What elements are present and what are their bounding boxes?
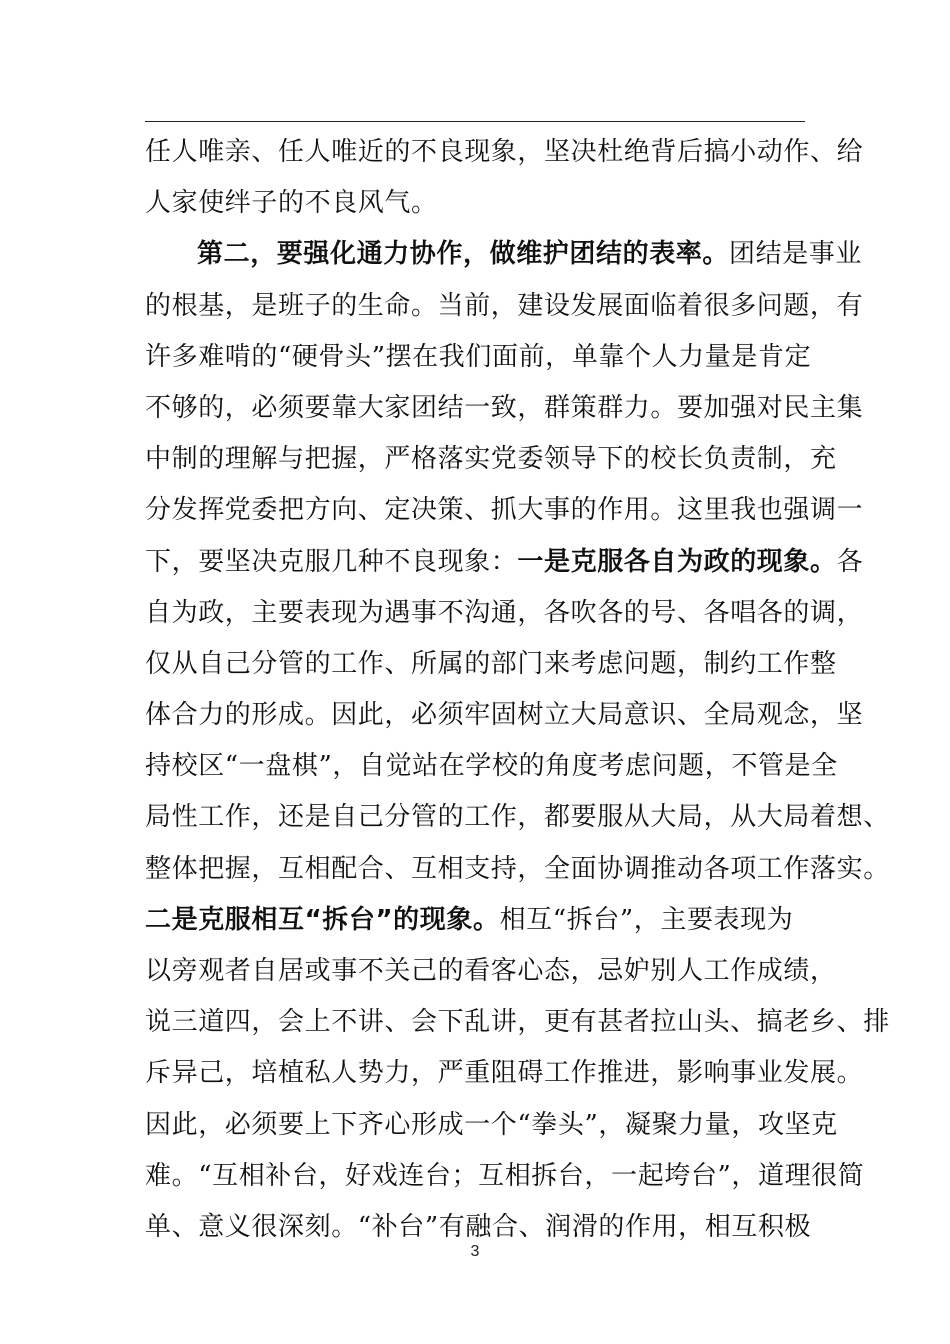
subpoint-heading: 二是克服相互“拆台”的现象。: [145, 904, 500, 935]
text-line: 不够的，必须要靠大家团结一致，群策群力。要加强对民主集: [145, 392, 864, 423]
text-line: 难。“互相补台，好戏连台；互相拆台，一起垮台”，道理很简: [145, 1160, 865, 1191]
text-line: 分发挥党委把方向、定决策、抓大事的作用。这里我也强调一: [145, 495, 864, 526]
text-line: 人家使绊子的不良风气。: [145, 188, 438, 219]
text-line: 说三道四，会上不讲、会下乱讲，更有甚者拉山头、搞老乡、排: [145, 1007, 890, 1038]
text-line: 仅从自己分管的工作、所属的部门来考虑问题，制约工作整: [145, 648, 837, 679]
text-line: 体合力的形成。因此，必须牢固树立大局意识、全局观念，坚: [145, 700, 864, 731]
text-line: 斥异己，培植私人势力，严重阻碍工作推进，影响事业发展。: [145, 1058, 864, 1089]
text-line: 的根基，是班子的生命。当前，建设发展面临着很多问题，有: [145, 290, 864, 321]
text-line: 中制的理解与把握，严格落实党委领导下的校长负责制，充: [145, 444, 837, 475]
header-rule: [145, 121, 805, 122]
text-line: 下，要坚决克服几种不良现象：一是克服各自为政的现象。各: [145, 546, 864, 577]
text-line: 以旁观者自居或事不关己的看客心态，忌妒别人工作成绩，: [145, 956, 837, 986]
text-line: 持校区“一盘棋”，自觉站在学校的角度考虑问题，不管是全: [145, 751, 838, 782]
text-line: 许多难啃的“硬骨头”摆在我们面前，单靠个人力量是肯定: [145, 341, 812, 372]
text-line: 整体把握，互相配合、互相支持，全面协调推动各项工作落实。: [145, 853, 890, 884]
section-heading: 第二，要强化通力协作，做维护团结的表率。: [197, 239, 730, 270]
text-line: 局性工作，还是自己分管的工作，都要服从大局，从大局着想、: [145, 802, 890, 833]
page-number: 3: [470, 1243, 480, 1260]
text-line: 任人唯亲、任人唯近的不良现象，坚决杜绝背后搞小动作、给: [145, 137, 864, 167]
text-line: 因此，必须要上下齐心形成一个“拳头”，凝聚力量，攻坚克: [145, 1109, 838, 1140]
document-body: [145, 127, 890, 1253]
subpoint-heading: 一是克服各自为政的现象。: [517, 546, 837, 577]
text-line: 单、意义很深刻。“补台”有融合、润滑的作用，相互积极: [145, 1211, 812, 1242]
text-line: 二是克服相互“拆台”的现象。相互“拆台”，主要表现为: [145, 904, 794, 935]
section-heading-line: 第二，要强化通力协作，做维护团结的表率。团结是事业: [197, 239, 863, 270]
text-line: 自为政，主要表现为遇事不沟通，各吹各的号、各唱各的调，: [145, 597, 864, 628]
